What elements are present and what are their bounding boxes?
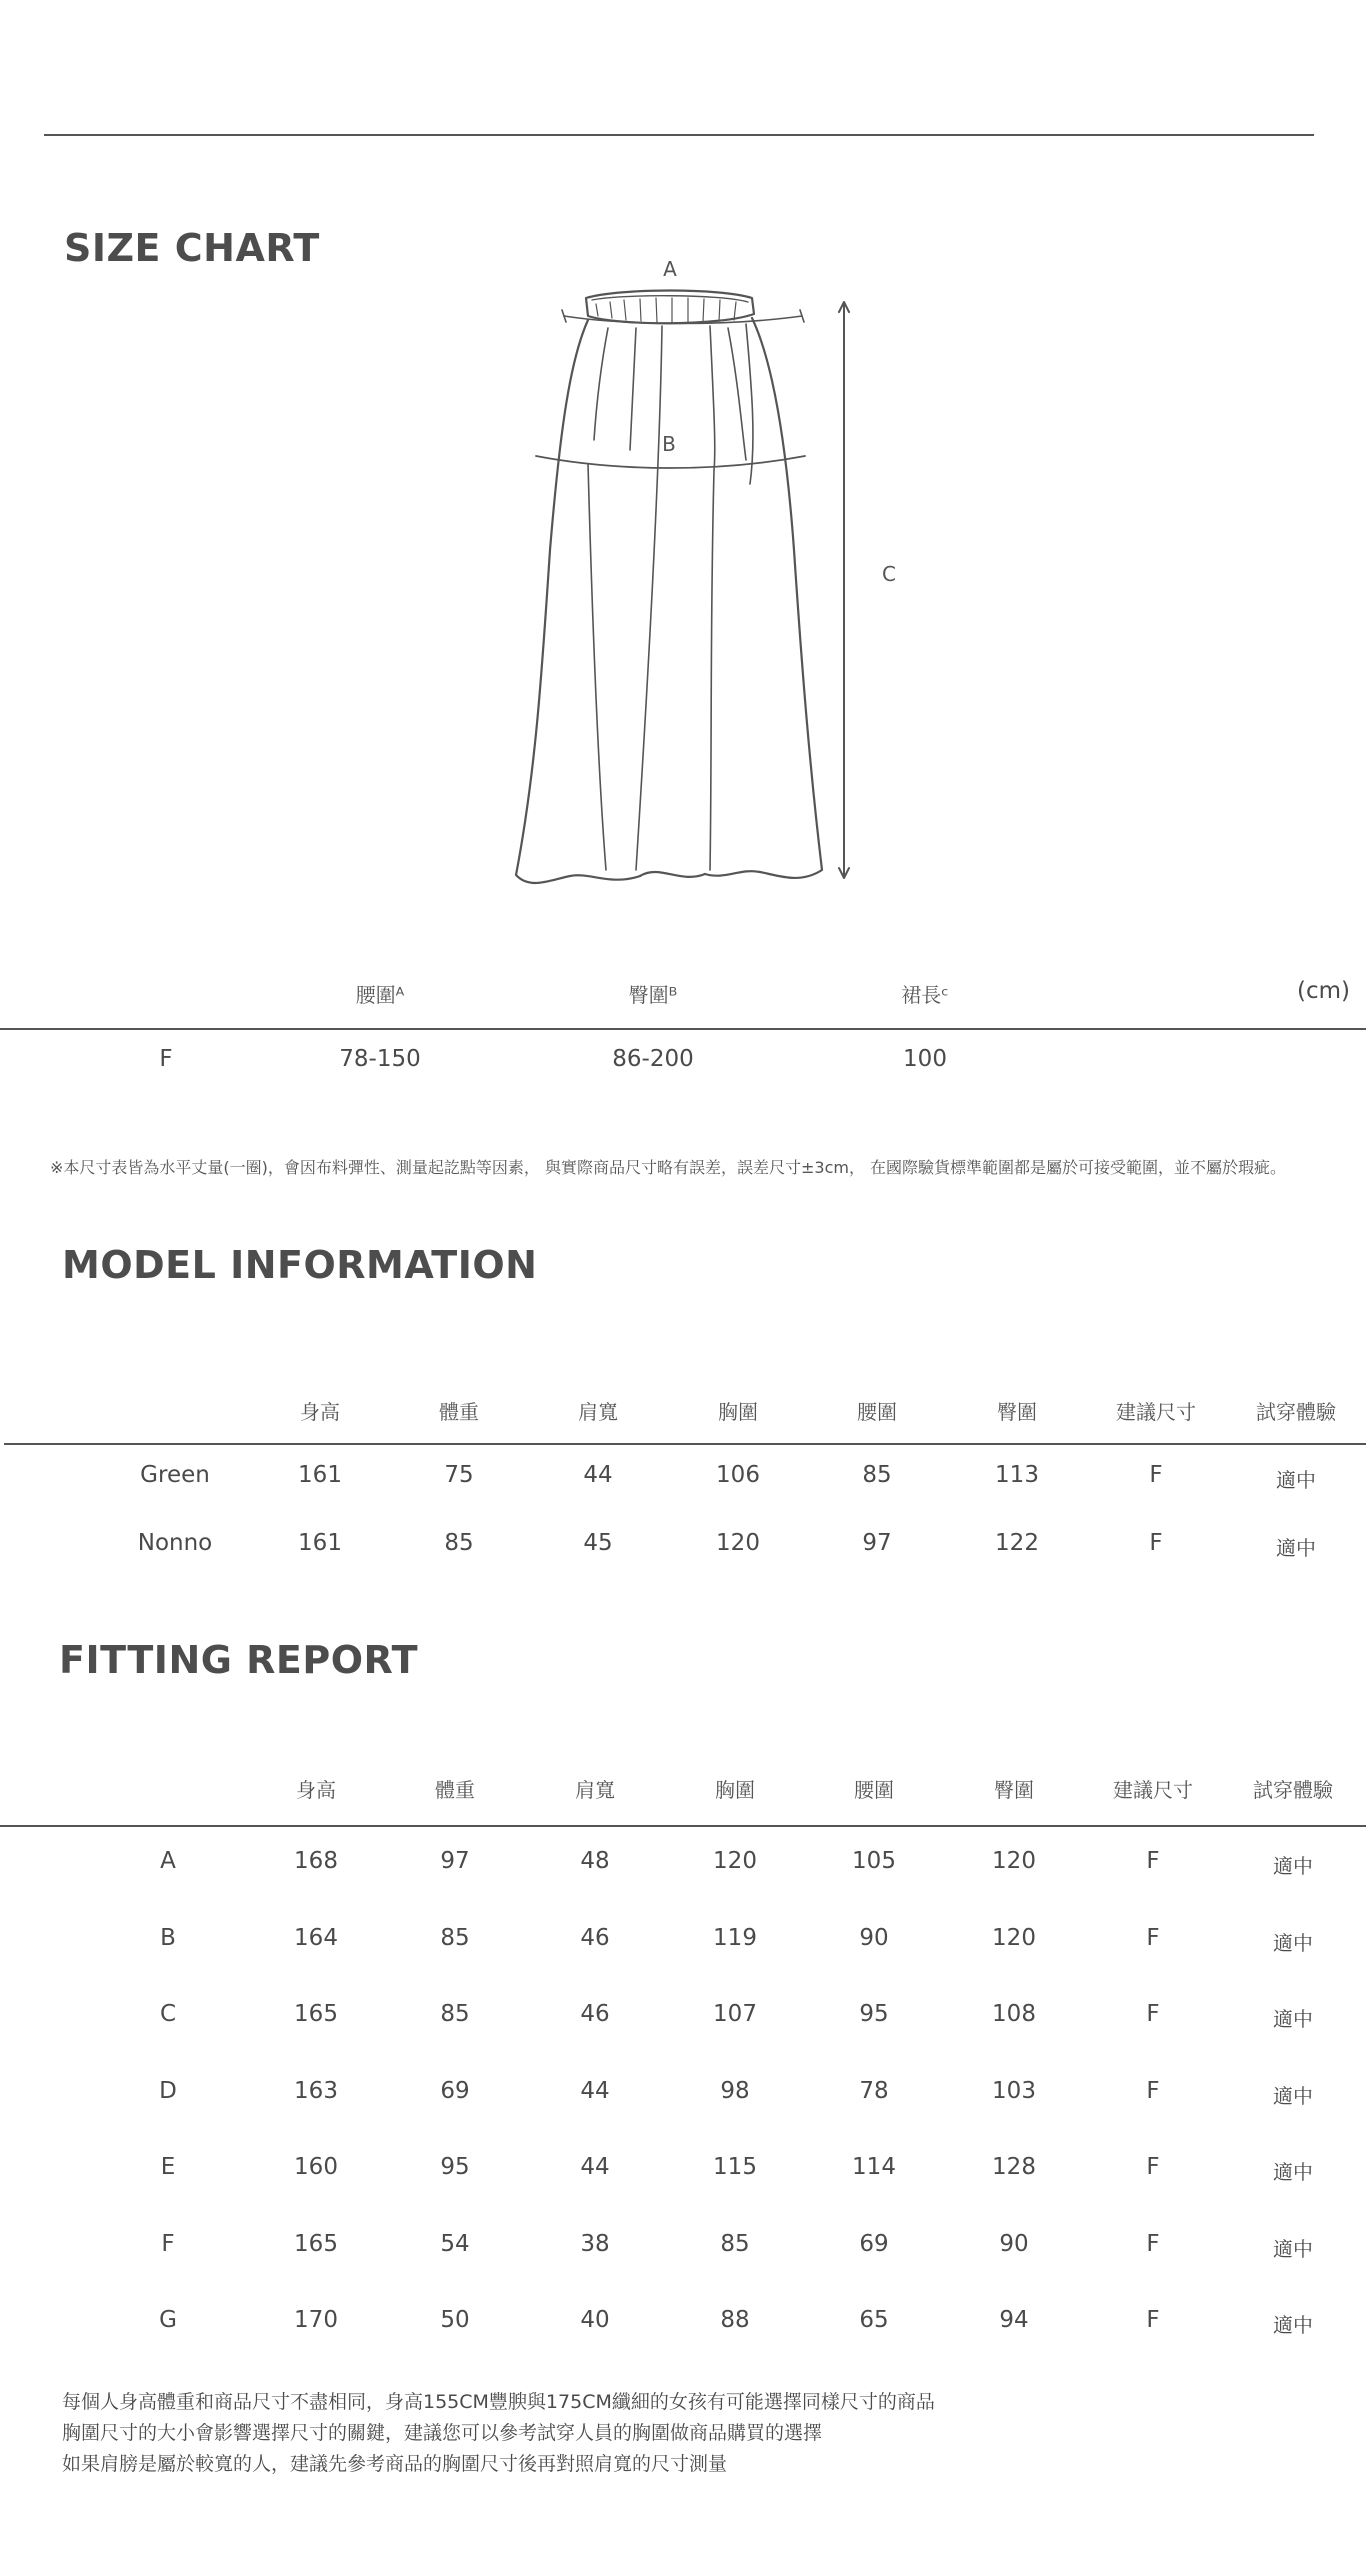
fitting-report-title: FITTING REPORT xyxy=(59,1638,419,1682)
fit-cell: F xyxy=(1146,2231,1160,2257)
model-cell: 161 xyxy=(298,1462,342,1488)
fit-cell: 48 xyxy=(580,1848,610,1874)
fit-header: 臀圍 xyxy=(994,1778,1034,1802)
model-header: 臀圍 xyxy=(997,1400,1037,1424)
fit-cell: 適中 xyxy=(1273,2084,1313,2108)
model-cell: 75 xyxy=(444,1462,474,1488)
hip-measure-line xyxy=(536,456,805,468)
model-cell: 120 xyxy=(716,1530,760,1556)
fit-cell: 168 xyxy=(294,1848,338,1874)
size-row-label: F xyxy=(159,1046,173,1072)
fit-cell: 44 xyxy=(580,2078,610,2104)
model-header: 肩寬 xyxy=(578,1400,618,1424)
fit-cell: F xyxy=(1146,2154,1160,2180)
model-header: 腰圍 xyxy=(857,1400,897,1424)
fit-cell: 85 xyxy=(440,1925,470,1951)
fit-cell: 103 xyxy=(992,2078,1036,2104)
fit-row-name: C xyxy=(159,2001,177,2027)
fit-cell: 165 xyxy=(294,2001,338,2027)
model-header: 身高 xyxy=(300,1400,340,1424)
model-cell: F xyxy=(1149,1462,1163,1488)
fit-cell: 164 xyxy=(294,1925,338,1951)
fit-cell: 46 xyxy=(580,1925,610,1951)
fit-cell: 85 xyxy=(440,2001,470,2027)
fit-cell: F xyxy=(1146,2078,1160,2104)
skirt-right-edge xyxy=(705,318,822,878)
fit-row-name: F xyxy=(161,2231,175,2257)
fit-cell: 120 xyxy=(992,1848,1036,1874)
size-header-length: 裙長ᶜ xyxy=(901,983,949,1007)
fit-table-rule xyxy=(0,1825,1366,1827)
model-cell: 97 xyxy=(862,1530,892,1556)
size-header-waist: 腰圍ᴬ xyxy=(355,983,405,1007)
size-table-rule xyxy=(0,1028,1366,1030)
model-cell: F xyxy=(1149,1530,1163,1556)
model-cell: 44 xyxy=(583,1462,613,1488)
fit-cell: 90 xyxy=(999,2231,1029,2257)
fit-cell: 128 xyxy=(992,2154,1036,2180)
model-header: 體重 xyxy=(439,1400,479,1424)
model-header: 試穿體驗 xyxy=(1256,1400,1336,1424)
fit-header: 建議尺寸 xyxy=(1113,1778,1193,1802)
fit-cell: 78 xyxy=(859,2078,889,2104)
fit-row-name: D xyxy=(159,2078,177,2104)
fit-cell: 69 xyxy=(859,2231,889,2257)
model-cell: 113 xyxy=(995,1462,1039,1488)
fit-cell: 105 xyxy=(852,1848,896,1874)
skirt-left-edge xyxy=(516,320,640,883)
fit-cell: 98 xyxy=(720,2078,750,2104)
size-cell-waist: 78-150 xyxy=(339,1046,421,1072)
fit-header: 肩寬 xyxy=(575,1778,615,1802)
length-arrow xyxy=(839,302,849,878)
fit-cell: 107 xyxy=(713,2001,757,2027)
fit-cell: 95 xyxy=(440,2154,470,2180)
fit-cell: 114 xyxy=(852,2154,896,2180)
size-note: ※本尺寸表皆為水平丈量(一圈)，會因布料彈性、測量起訖點等因素， 與實際商品尺寸略有誤差，誤差尺寸±3cm， 在國際驗貨標準範圍都是屬於可接受範圍，並不屬於瑕疵。 xyxy=(50,1158,1287,1177)
label-a: A xyxy=(663,257,677,281)
fit-cell: 69 xyxy=(440,2078,470,2104)
fit-cell: 160 xyxy=(294,2154,338,2180)
label-c: C xyxy=(882,562,896,586)
fit-cell: F xyxy=(1146,2307,1160,2333)
fit-header: 體重 xyxy=(435,1778,475,1802)
model-cell: 161 xyxy=(298,1530,342,1556)
model-cell: 106 xyxy=(716,1462,760,1488)
size-header-hip: 臀圍ᴮ xyxy=(628,983,678,1007)
fit-cell: 50 xyxy=(440,2307,470,2333)
size-cell-length: 100 xyxy=(903,1046,947,1072)
fit-header: 試穿體驗 xyxy=(1253,1778,1333,1802)
fit-cell: 適中 xyxy=(1273,2237,1313,2261)
fit-cell: F xyxy=(1146,1925,1160,1951)
footer-note-1: 每個人身高體重和商品尺寸不盡相同，身高155CM豐腴與175CM纖細的女孩有可能選擇同樣尺寸的商品 xyxy=(62,2391,935,2413)
fit-row-name: B xyxy=(160,1925,176,1951)
model-cell: 85 xyxy=(444,1530,474,1556)
footer-note-2: 胸圍尺寸的大小會影響選擇尺寸的關鍵，建議您可以參考試穿人員的胸圍做商品購買的選擇 xyxy=(62,2422,823,2444)
fit-header: 腰圍 xyxy=(854,1778,894,1802)
fit-cell: 38 xyxy=(580,2231,610,2257)
fit-cell: 適中 xyxy=(1273,1931,1313,1955)
model-name: Green xyxy=(140,1462,210,1488)
fit-header: 身高 xyxy=(296,1778,336,1802)
fit-cell: 46 xyxy=(580,2001,610,2027)
fit-cell: 120 xyxy=(992,1925,1036,1951)
fit-cell: 108 xyxy=(992,2001,1036,2027)
model-cell: 122 xyxy=(995,1530,1039,1556)
model-info-title: MODEL INFORMATION xyxy=(62,1243,538,1287)
fit-cell: F xyxy=(1146,2001,1160,2027)
fit-cell: 165 xyxy=(294,2231,338,2257)
size-unit: (cm) xyxy=(1297,978,1350,1004)
model-header: 胸圍 xyxy=(718,1400,758,1424)
size-chart-title: SIZE CHART xyxy=(64,226,320,270)
fit-cell: 170 xyxy=(294,2307,338,2333)
size-cell-hip: 86-200 xyxy=(612,1046,694,1072)
fit-cell: 85 xyxy=(720,2231,750,2257)
fit-cell: 適中 xyxy=(1273,2007,1313,2031)
fit-cell: 44 xyxy=(580,2154,610,2180)
fit-cell: 適中 xyxy=(1273,1854,1313,1878)
fit-cell: 88 xyxy=(720,2307,750,2333)
fit-cell: 119 xyxy=(713,1925,757,1951)
fit-cell: 95 xyxy=(859,2001,889,2027)
waistband-outline xyxy=(586,291,754,324)
fit-cell: 97 xyxy=(440,1848,470,1874)
fit-header: 胸圍 xyxy=(715,1778,755,1802)
fit-cell: 163 xyxy=(294,2078,338,2104)
fit-cell: 40 xyxy=(580,2307,610,2333)
fit-cell: F xyxy=(1146,1848,1160,1874)
fit-row-name: E xyxy=(160,2154,176,2180)
model-name: Nonno xyxy=(137,1530,213,1556)
model-table-rule xyxy=(4,1443,1366,1445)
fit-cell: 54 xyxy=(440,2231,470,2257)
footer-note-3: 如果肩膀是屬於較寬的人，建議先參考商品的胸圍尺寸後再對照肩寬的尺寸測量 xyxy=(62,2453,728,2475)
model-cell: 適中 xyxy=(1276,1536,1316,1560)
fit-cell: 90 xyxy=(859,1925,889,1951)
skirt-diagram xyxy=(500,250,920,900)
model-cell: 85 xyxy=(862,1462,892,1488)
label-b: B xyxy=(662,432,676,456)
fit-cell: 94 xyxy=(999,2307,1029,2333)
fit-cell: 適中 xyxy=(1273,2313,1313,2337)
fit-row-name: A xyxy=(160,1848,176,1874)
model-cell: 45 xyxy=(583,1530,613,1556)
top-divider xyxy=(44,134,1314,136)
fit-cell: 115 xyxy=(713,2154,757,2180)
model-cell: 適中 xyxy=(1276,1468,1316,1492)
model-header: 建議尺寸 xyxy=(1116,1400,1196,1424)
fit-cell: 65 xyxy=(859,2307,889,2333)
fit-cell: 適中 xyxy=(1273,2160,1313,2184)
fit-cell: 120 xyxy=(713,1848,757,1874)
fit-row-name: G xyxy=(159,2307,177,2333)
